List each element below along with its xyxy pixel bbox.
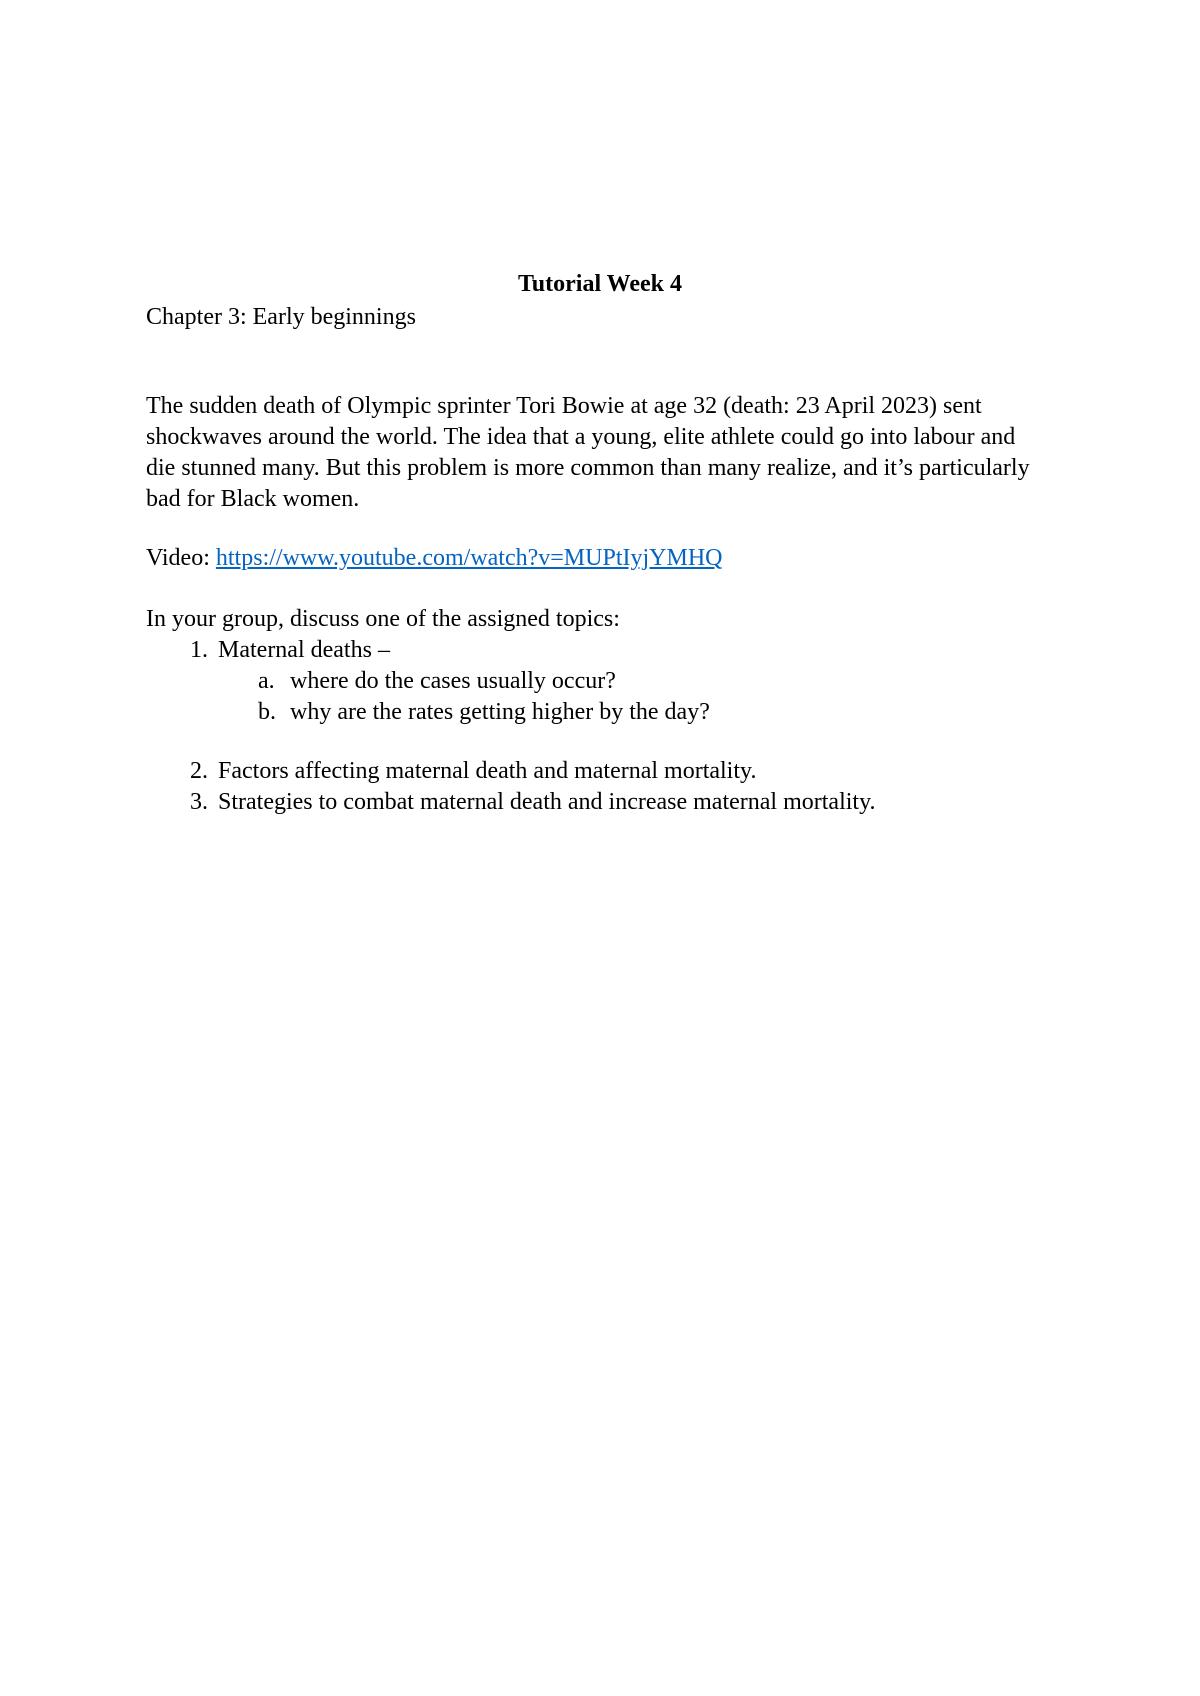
subtopic-letter: b. <box>258 699 276 725</box>
topic-text: Strategies to combat maternal death and increase maternal mortality. <box>218 789 876 815</box>
intro-paragraph: The sudden death of Olympic sprinter Tori Bowie at age 32 (death: 23 April 2023) sent shockwaves around the world. The idea that a young, elite athlete could go into labour and die stunned many. But this problem is more common than many realize, and it’s particularly bad for Black women. <box>146 393 1030 512</box>
topic-number: 2. <box>190 758 208 784</box>
topic-item-3 <box>170 786 876 818</box>
discussion-prompt: In your group, discuss one of the assigned topics: <box>146 606 620 632</box>
topic-number: 1. <box>190 637 208 663</box>
topic-text: Maternal deaths – <box>218 637 390 663</box>
subtopic-letter: a. <box>258 668 275 694</box>
subtopic-text: why are the rates getting higher by the day? <box>290 699 710 725</box>
video-label: Video: <box>146 545 216 571</box>
topic-item-1 <box>170 634 390 666</box>
subtopic-item-a <box>258 665 616 697</box>
chapter-subtitle: Chapter 3: Early beginnings <box>146 304 416 330</box>
topic-number: 3. <box>190 789 208 815</box>
subtopic-text: where do the cases usually occur? <box>290 668 616 694</box>
video-line <box>146 542 723 574</box>
topic-item-2 <box>170 755 756 787</box>
subtopic-item-b <box>258 696 710 728</box>
document-title: Tutorial Week 4 <box>517 271 683 297</box>
topic-text: Factors affecting maternal death and maternal mortality. <box>218 758 757 784</box>
video-link[interactable]: https://www.youtube.com/watch?v=MUPtIyjYMHQ <box>215 545 723 571</box>
